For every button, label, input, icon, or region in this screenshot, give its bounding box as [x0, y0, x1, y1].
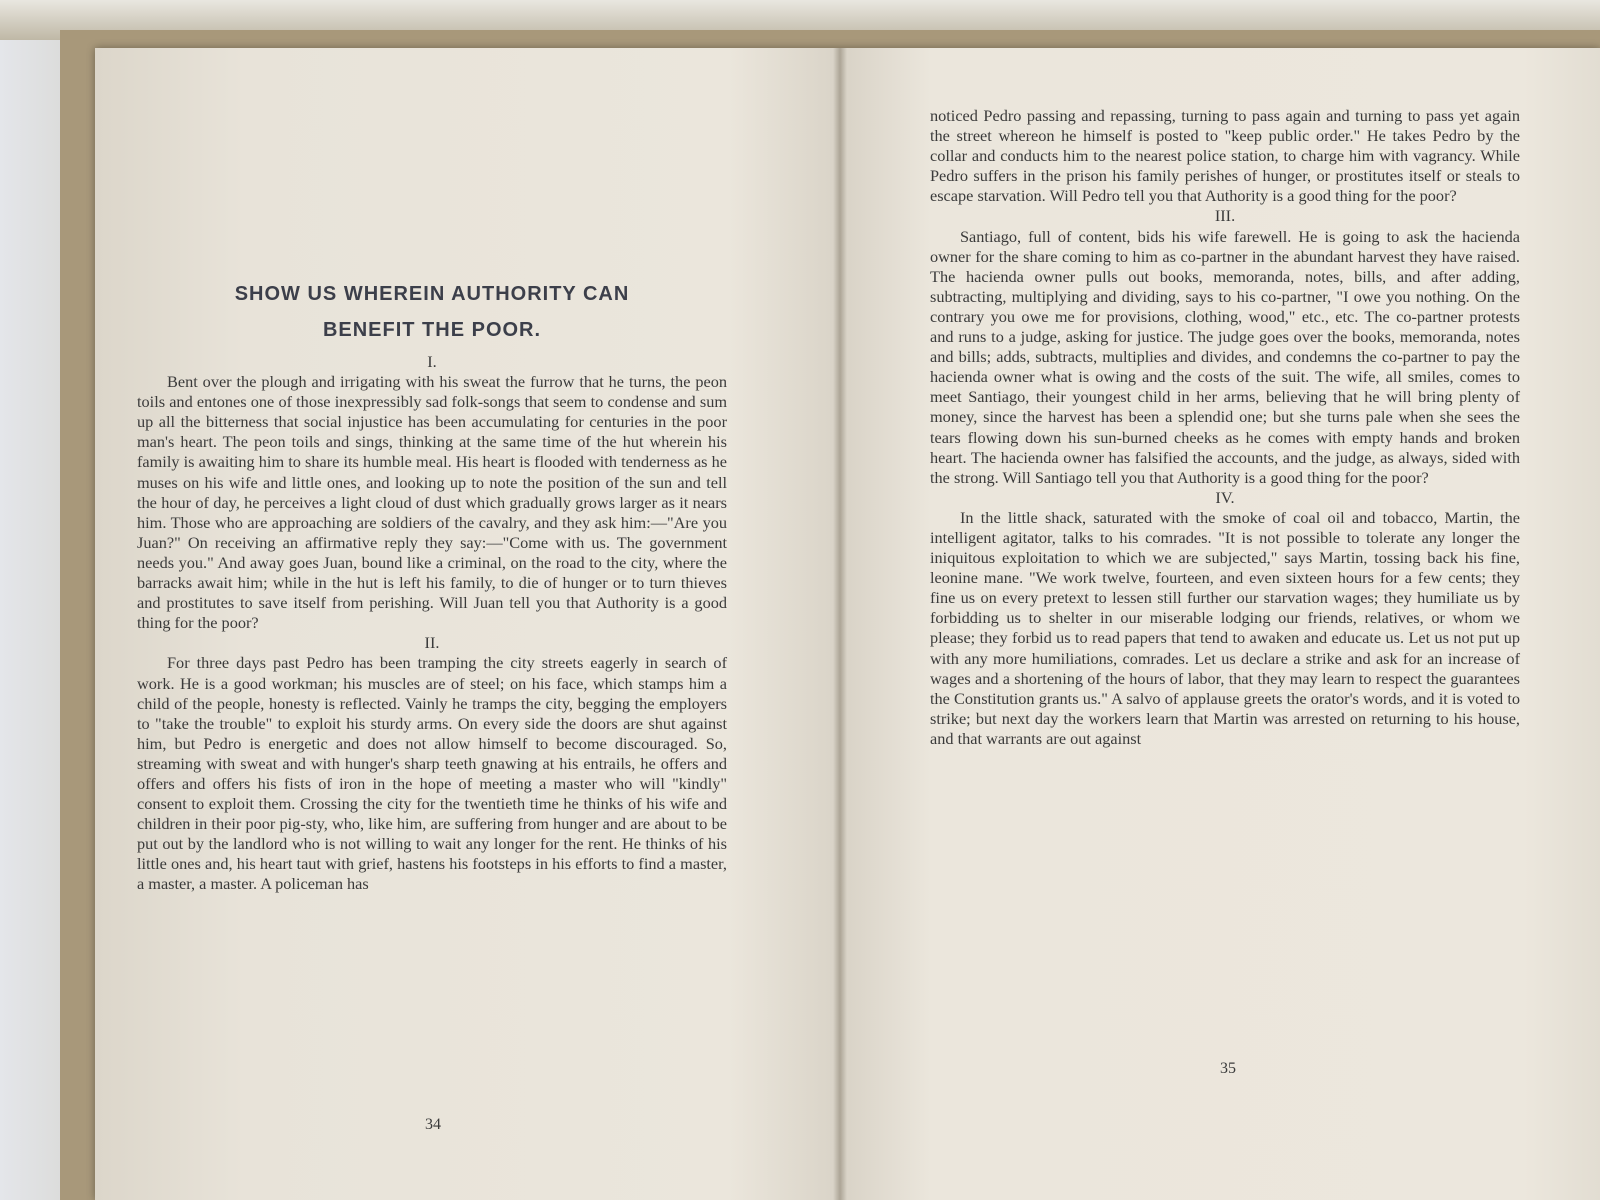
page-number-left: 34 — [425, 1116, 441, 1133]
paragraph-3: Santiago, full of content, bids his wife farewell. He is going to ask the hacienda owner for the share coming to him as co-partner in the abundant harvest they have raised. The hacienda owner pulls out books, memoranda, notes, bills, and after adding, subtracting, multiplying and dividing, says to his co-partner, "I owe you nothing. On the contrary you owe me for provisions, clothing, wood," etc., etc. The co-partner protests and runs to a judge, asking for justice. The judge goes over the books, memoranda, notes and bills; adds, subtracts, multiplies and divides, and condemns the co-partner to pay the hacienda owner what is owing and the costs of the suit. The wife, all smiles, comes to meet Santiago, their youngest child in her arms, believing that he will bring plenty of money, since the harvest has been a splendid one; but she turns pale when she sees the tears flowing down his sun-burned cheeks as he comes with empty hands and broken heart. The hacienda owner has falsified the accounts, and the judge, as always, sided with the strong. Will Santiago tell you that Authority is a good thing for the poor? — [930, 226, 1520, 487]
left-page-text — [137, 276, 727, 895]
chapter-title-line-1: SHOW US WHEREIN AUTHORITY CAN — [234, 283, 630, 305]
section-numeral-1: I. — [427, 352, 437, 371]
book-spread — [95, 48, 1600, 1200]
section-numeral-2: II. — [424, 633, 440, 653]
paragraph-2: For three days past Pedro has been tramping the city streets eagerly in search of work. He is a good workman; his muscles are of steel; on his face, which stamps him a child of the people, honesty is reflected. Vainly he tramps the city, begging the employers to "take the trouble" to exploit his sturdy arms. On every side the doors are shut against him, but Pedro is energetic and does not allow himself to become discouraged. So, streaming with sweat and with hunger's sharp teeth gnawing at his entrails, he offers and offers and offers his fists of iron in the hope of meeting a master who will "kindly" consent to exploit them. Crossing the city for the twentieth time he thinks of his wife and children in their poor pig-sty, who, like him, are suffering from hunger and are about to be put out by the landlord who is not willing to wait any longer for the rent. He thinks of his little ones and, his heart taut with grief, hastens his footsteps in his efforts to find a master, a master, a master. A policeman has — [137, 653, 727, 894]
chapter-title-line-2: BENEFIT THE POOR. — [322, 319, 542, 341]
paragraph-1: Bent over the plough and irrigating with his sweat the furrow that he turns, the peon toils and entones one of those inexpressibly sad folk-songs that seem to condense and sum up all the bitterness that social injustice has been accumulating for centuries in the poor man's heart. The peon toils and sings, thinking at the same time of the hut wherein his family is awaiting him to share its humble meal. His heart is flooded with tenderness as he muses on his wife and little ones, and looking up to note the position of the sun and tell the hour of day, he perceives a light cloud of dust which gradually grows larger as it nears him. Those who are approaching are soldiers of the cavalry, and they ask him:—"Are you Juan?" On receiving an affirmative reply they say:—"Come with us. The government needs you." And away goes Juan, bound like a criminal, on the road to the city, where the barracks await him; while in the hut is left his family, to die of hunger or to turn thieves and prostitutes to save itself from perishing. Will Juan tell you that Authority is a good thing for the poor? — [137, 372, 727, 633]
page-number-right: 35 — [1220, 1060, 1236, 1077]
right-page-text — [930, 106, 1520, 749]
section-numeral-4: IV. — [1215, 487, 1235, 507]
chapter-title — [137, 276, 727, 348]
paragraph-2-continued: noticed Pedro passing and repassing, turning to pass again and turning to pass yet again the street whereon he himself is posted to "keep public order." He takes Pedro by the collar and conducts him to the nearest police station, to charge him with vagrancy. While Pedro suffers in the prison his family perishes of hunger, or prostitutes itself or steals to escape starvation. Will Pedro tell you that Authority is a good thing for the poor? — [930, 106, 1520, 206]
right-page — [840, 48, 1600, 1200]
book-gutter — [833, 48, 847, 1200]
left-page — [95, 48, 840, 1200]
section-numeral-3: III. — [1214, 206, 1236, 226]
paragraph-4: In the little shack, saturated with the smoke of coal oil and tobacco, Martin, the intelligent agitator, talks to his comrades. "It is not possible to tolerate any longer the iniquitous exploitation to which we are subjected," says Martin, tossing back his fine, leonine mane. "We work twelve, fourteen, and even sixteen hours for a few cents; they fine us on every pretext to lessen still further our starvation wages; they humiliate us by forbidding us to shelter in our miserable lodging our friends, relatives, or whom we please; they forbid us to read papers that tend to awaken and educate us. Let us not put up with any more humiliations, comrades. Let us declare a strike and ask for an increase of wages and a shortening of the hours of labor, that they may learn to respect the guarantees the Constitution grants us." A salvo of applause greets the orator's words, and it is voted to strike; but next day the workers learn that Martin was arrested on returning to his house, and that warrants are out against — [930, 507, 1520, 748]
